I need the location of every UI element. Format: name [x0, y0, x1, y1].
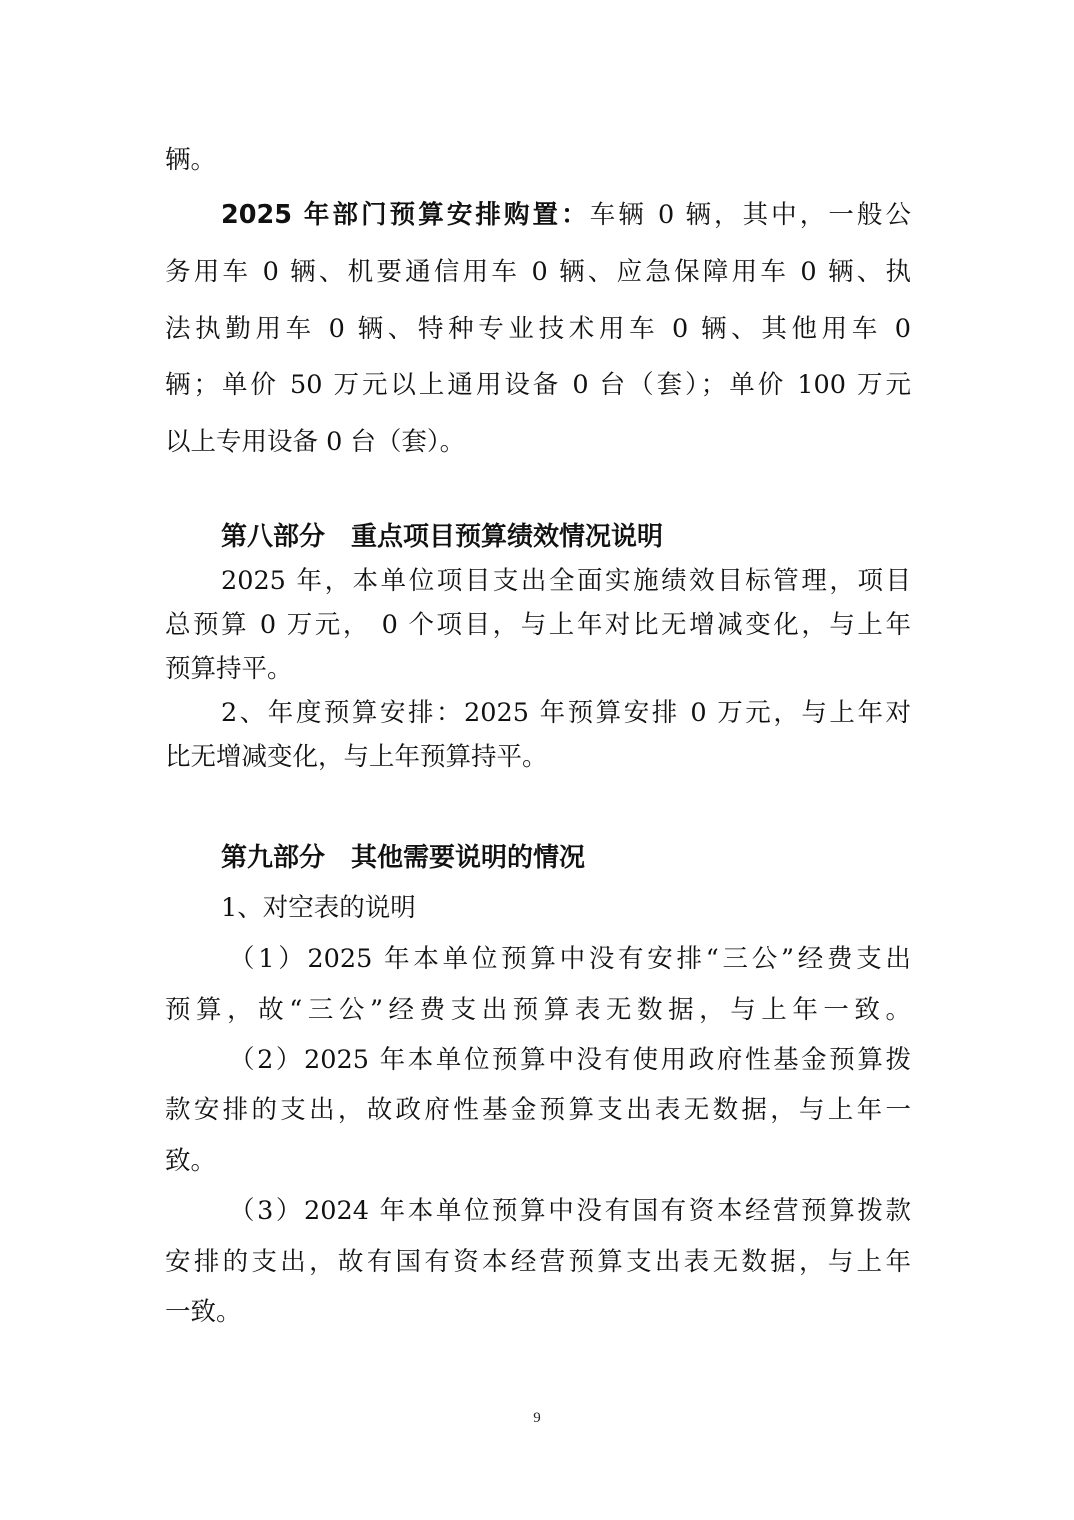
purchase-label: 2025 年部门预算安排购置： — [221, 200, 590, 230]
sub3-line3: 一致。 — [165, 1297, 242, 1327]
purchase-line-4: 辆；单价 50 万元以上通用设备 0 台（套）；单价 100 万元 — [165, 370, 911, 400]
section8-para2-line2: 比无增减变化，与上年预算持平。 — [165, 742, 548, 772]
purchase-line-5: 以上专用设备 0 台（套）。 — [165, 427, 466, 457]
purchase-line-3: 法执勤用车 0 辆、特种专业技术用车 0 辆、其他用车 0 — [165, 314, 911, 344]
section9-item1: 1、对空表的说明 — [221, 893, 416, 923]
page-number: 9 — [533, 1410, 541, 1426]
section9-heading: 第九部分 其他需要说明的情况 — [221, 843, 586, 873]
purchase-line-1 — [221, 197, 911, 233]
fragment-line: 辆。 — [165, 145, 217, 175]
sub1-line2: 预算，故“三公”经费支出预算表无数据，与上年一致。 — [165, 995, 911, 1025]
sub2-line3: 致。 — [165, 1146, 217, 1176]
section8-para1-line3: 预算持平。 — [165, 654, 293, 684]
section8-para1-line1: 2025 年，本单位项目支出全面实施绩效目标管理，项目 — [221, 566, 911, 596]
sub3-line1: （3）2024 年本单位预算中没有国有资本经营预算拨款 — [229, 1196, 911, 1226]
section8-para2-line1: 2、年度预算安排：2025 年预算安排 0 万元，与上年对 — [221, 698, 911, 728]
purchase-line-2: 务用车 0 辆、机要通信用车 0 辆、应急保障用车 0 辆、执 — [165, 257, 911, 287]
section8-para1-line2: 总预算 0 万元， 0 个项目，与上年对比无增减变化，与上年 — [165, 610, 911, 640]
section8-heading: 第八部分 重点项目预算绩效情况说明 — [221, 522, 664, 552]
sub3-line2: 安排的支出，故有国有资本经营预算支出表无数据，与上年 — [165, 1247, 911, 1277]
sub2-line2: 款安排的支出，故政府性基金预算支出表无数据，与上年一 — [165, 1095, 911, 1125]
purchase-text-1: 车辆 0 辆，其中，一般公 — [589, 200, 911, 230]
sub1-line1: （1）2025 年本单位预算中没有安排“三公”经费支出 — [229, 944, 911, 974]
sub2-line1: （2）2025 年本单位预算中没有使用政府性基金预算拨 — [229, 1045, 911, 1075]
